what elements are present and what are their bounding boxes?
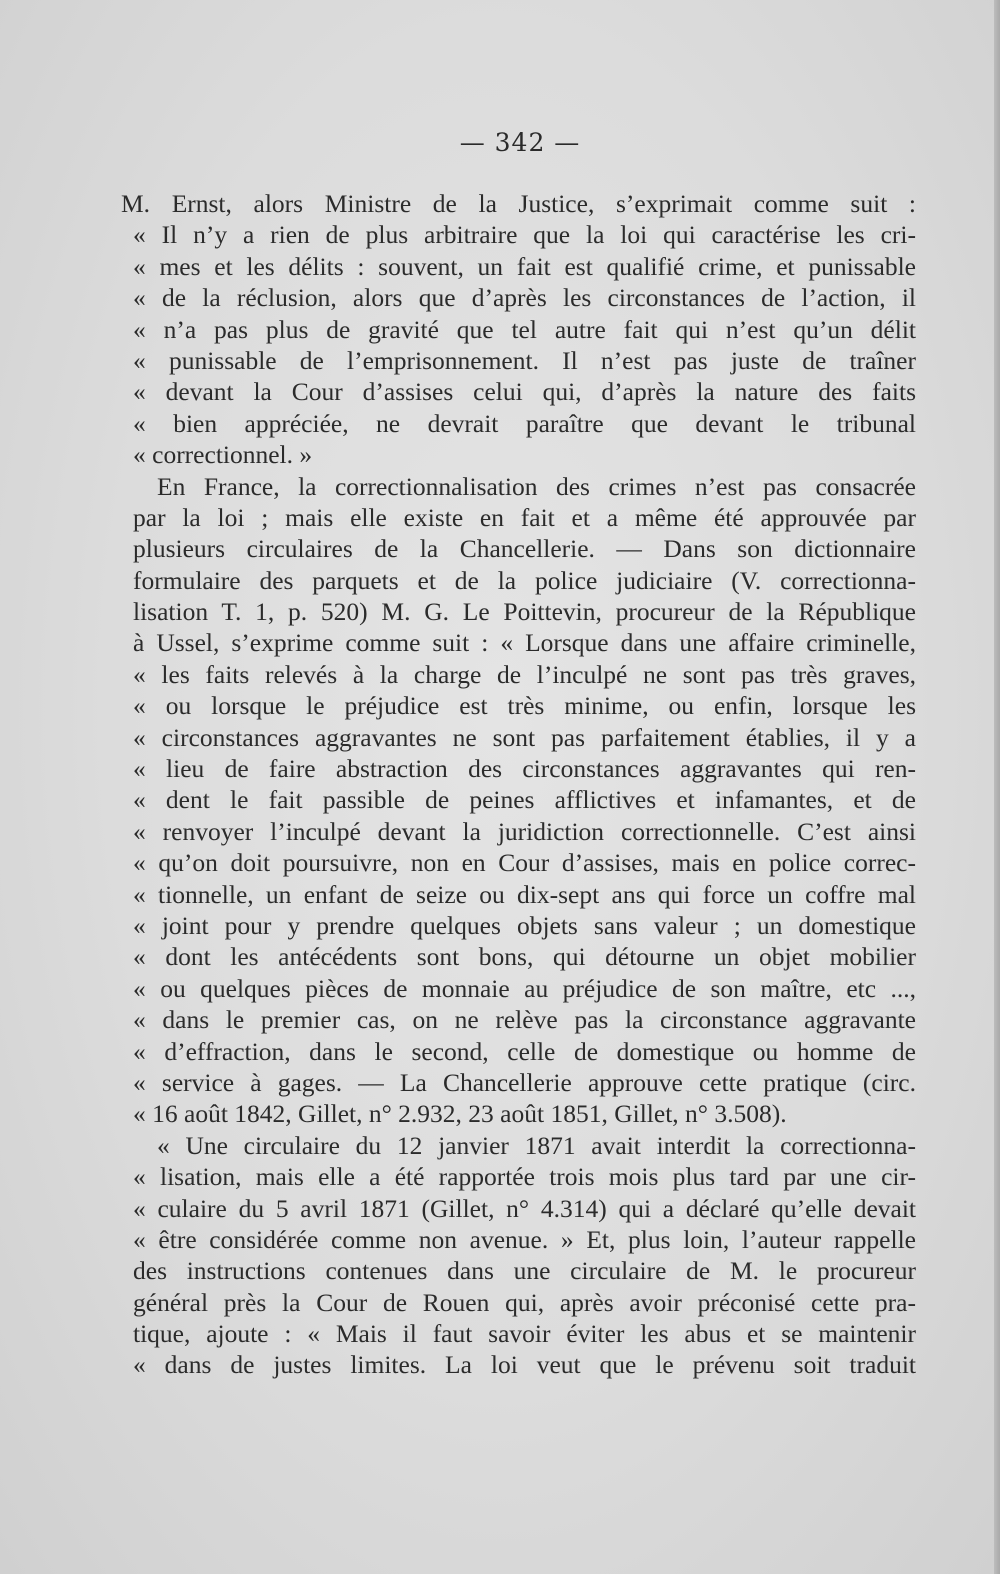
text-line: En France, la correctionnalisation des crimes n’est pas consacrée bbox=[157, 471, 916, 501]
text-line: « punissable de l’emprisonnement. Il n’est pas juste de traîner bbox=[133, 345, 916, 375]
text-line: « ou lorsque le préjudice est très minime, ou enfin, lorsque les bbox=[133, 691, 916, 721]
text-line: par la loi ; mais elle existe en fait et a même été approuvée par bbox=[133, 502, 916, 532]
text-line: tique, ajoute : « Mais il faut savoir éviter les abus et se maintenir bbox=[133, 1319, 916, 1349]
text-line: « les faits relevés à la charge de l’inculpé ne sont pas très graves, bbox=[133, 659, 916, 689]
text-line: « tionnelle, un enfant de seize ou dix-sept ans qui force un coffre mal bbox=[133, 879, 916, 909]
page-number: — 342 — bbox=[459, 128, 581, 157]
page-edge bbox=[994, 0, 1000, 1574]
text-line: plusieurs circulaires de la Chancellerie. — Dans son dictionnaire bbox=[133, 534, 916, 564]
text-line: « dent le fait passible de peines afflictives et infamantes, et de bbox=[133, 785, 916, 815]
text-line: « correctionnel. » bbox=[133, 440, 313, 470]
text-line: « Il n’y a rien de plus arbitraire que la loi qui caractérise les cri- bbox=[133, 220, 916, 250]
text-line: « renvoyer l’inculpé devant la juridiction correctionnelle. C’est ainsi bbox=[133, 816, 916, 846]
text-line: M. Ernst, alors Ministre de la Justice, s’exprimait comme suit : bbox=[121, 189, 916, 218]
text-line: « circonstances aggravantes ne sont pas parfaitement établies, il y a bbox=[133, 722, 916, 752]
text-line: « n’a pas plus de gravité que tel autre fait qui n’est qu’un délit bbox=[133, 314, 916, 344]
text-line: « Une circulaire du 12 janvier 1871 avait interdit la correctionna- bbox=[157, 1130, 916, 1160]
text-line: « joint pour y prendre quelques objets sans valeur ; un domestique bbox=[133, 910, 916, 940]
text-line: des instructions contenues dans une circulaire de M. le procureur bbox=[133, 1256, 916, 1286]
text-line: « de la réclusion, alors que d’après les circonstances de l’action, il bbox=[133, 283, 916, 313]
text-line: formulaire des parquets et de la police judiciaire (V. correctionna- bbox=[133, 565, 916, 595]
text-line: général près la Cour de Rouen qui, après avoir préconisé cette pra- bbox=[133, 1287, 916, 1317]
text-line: « mes et les délits : souvent, un fait est qualifié crime, et punissable bbox=[133, 251, 916, 281]
text-line: à Ussel, s’exprime comme suit : « Lorsque dans une affaire criminelle, bbox=[133, 628, 916, 658]
text-line: « culaire du 5 avril 1871 (Gillet, n° 4.314) qui a déclaré qu’elle devait bbox=[133, 1193, 916, 1223]
text-line: « lisation, mais elle a été rapportée trois mois plus tard par une cir- bbox=[133, 1162, 916, 1192]
text-line: « dans le premier cas, on ne relève pas la circonstance aggravante bbox=[133, 1005, 916, 1035]
text-line: « d’effraction, dans le second, celle de domestique ou homme de bbox=[133, 1036, 916, 1066]
text-line: « qu’on doit poursuivre, non en Cour d’assises, mais en police correc- bbox=[133, 848, 916, 878]
text-line: « bien appréciée, ne devrait paraître que devant le tribunal bbox=[133, 408, 916, 438]
text-line: « service à gages. — La Chancellerie approuve cette pratique (circ. bbox=[133, 1067, 916, 1097]
body-text bbox=[121, 188, 916, 1381]
text-line: « 16 août 1842, Gillet, n° 2.932, 23 août 1851, Gillet, n° 3.508). bbox=[133, 1099, 787, 1129]
text-line: « être considérée comme non avenue. » Et, plus loin, l’auteur rappelle bbox=[133, 1224, 916, 1254]
text-line: « devant la Cour d’assises celui qui, d’après la nature des faits bbox=[133, 377, 916, 407]
text-line: « dans de justes limites. La loi veut que le prévenu soit traduit bbox=[133, 1350, 916, 1380]
text-line: « lieu de faire abstraction des circonstances aggravantes qui ren- bbox=[133, 754, 916, 784]
text-line: « ou quelques pièces de monnaie au préjudice de son maître, etc ..., bbox=[133, 973, 916, 1003]
text-line: lisation T. 1, p. 520) M. G. Le Poittevin, procureur de la République bbox=[133, 597, 916, 627]
text-line: « dont les antécédents sont bons, qui détourne un objet mobilier bbox=[133, 942, 916, 972]
